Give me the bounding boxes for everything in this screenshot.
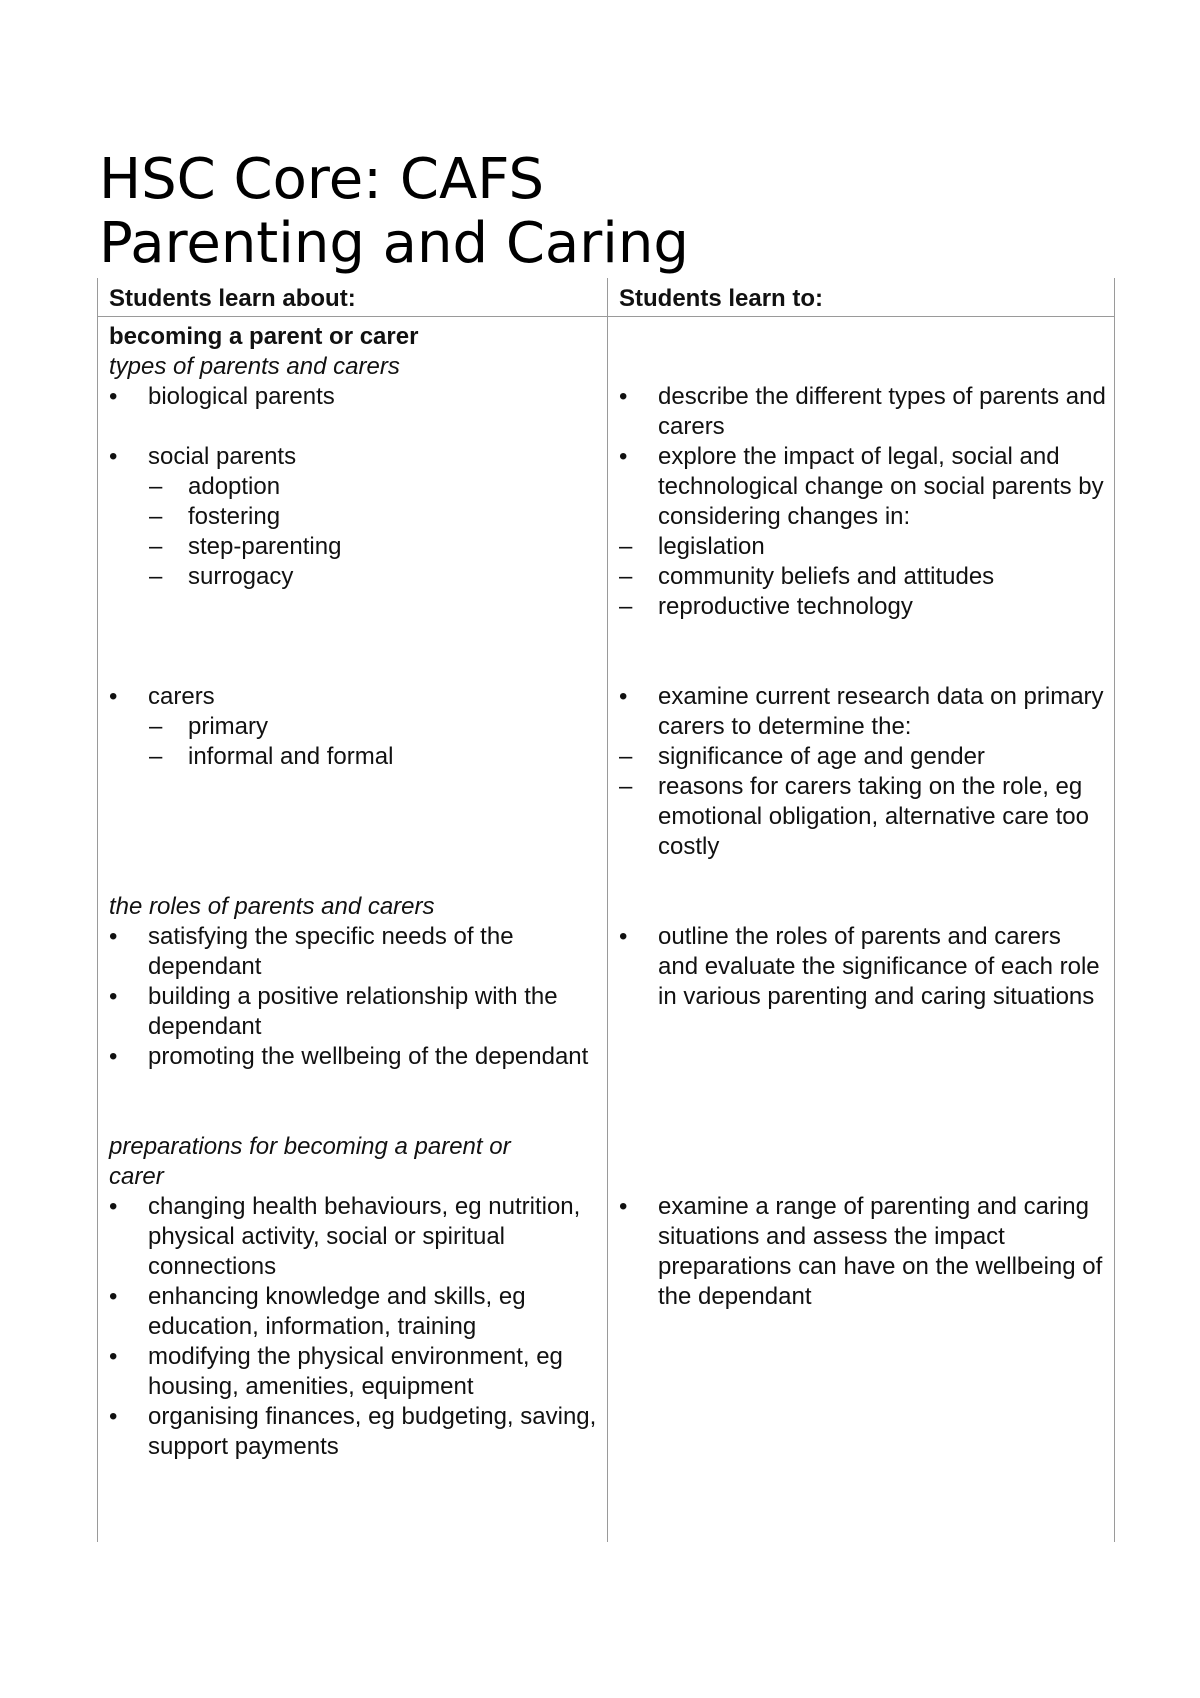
list-item: • enhancing knowledge and skills, eg education, information, training: [109, 1282, 597, 1342]
list-item: • promoting the wellbeing of the dependant: [109, 1042, 597, 1072]
list-item: – surrogacy: [109, 562, 597, 592]
list-item: – significance of age and gender: [619, 742, 1107, 772]
section-title: becoming a parent or carer: [109, 323, 419, 350]
list-item: • social parents: [109, 442, 597, 472]
list-item: • describe the different types of parents and carers: [619, 382, 1107, 442]
header-learn-to: Students learn to:: [619, 285, 824, 312]
list-item: • examine a range of parenting and caring situations and assess the impact preparations can have on the wellbeing of the dependant: [619, 1192, 1107, 1312]
types-social-list: [109, 442, 597, 592]
types-biological-list: [109, 382, 597, 412]
list-item: • changing health behaviours, eg nutrition, physical activity, social or spiritual connections: [109, 1192, 597, 1282]
list-item: – primary: [109, 712, 597, 742]
subtitle-types: types of parents and carers: [109, 353, 400, 380]
left-roles: [109, 892, 597, 1072]
left-carers: [109, 682, 597, 772]
list-item: • building a positive relationship with the dependant: [109, 982, 597, 1042]
table-column-divider: [607, 278, 608, 1542]
right-preparations: [619, 1192, 1107, 1312]
list-item: – step-parenting: [109, 532, 597, 562]
list-item: – informal and formal: [109, 742, 597, 772]
subtitle-roles: the roles of parents and carers: [109, 893, 435, 920]
table-border-left: [97, 278, 98, 1542]
list-item: – reproductive technology: [619, 592, 1107, 622]
list-item: – legislation: [619, 532, 1107, 562]
list-item: • outline the roles of parents and carers and evaluate the significance of each role in various parenting and caring situations: [619, 922, 1107, 1012]
list-item: • modifying the physical environment, eg housing, amenities, equipment: [109, 1342, 597, 1402]
table-header-divider: [97, 316, 1115, 317]
subtitle-preparations: preparations for becoming a parent or carer: [109, 1133, 511, 1190]
page-title: [99, 148, 689, 276]
title-line-2: Parenting and Caring: [99, 211, 689, 276]
title-line-1: HSC Core: CAFS: [99, 147, 545, 212]
list-item: • satisfying the specific needs of the dependant: [109, 922, 597, 982]
left-preparations: [109, 1132, 597, 1462]
left-column: [109, 322, 597, 592]
list-item: – reasons for carers taking on the role, eg emotional obligation, alternative care too costly: [619, 772, 1107, 862]
list-item: • examine current research data on primary carers to determine the:: [619, 682, 1107, 742]
header-learn-about: Students learn about:: [109, 285, 356, 312]
list-item: • carers: [109, 682, 597, 712]
list-item: – community beliefs and attitudes: [619, 562, 1107, 592]
list-item: • explore the impact of legal, social and technological change on social parents by considering changes in:: [619, 442, 1107, 532]
list-item: – adoption: [109, 472, 597, 502]
right-carers: [619, 682, 1107, 862]
list-item: – fostering: [109, 502, 597, 532]
syllabus-table: [97, 278, 1115, 1542]
table-border-right: [1114, 278, 1115, 1542]
right-types: [619, 382, 1107, 622]
right-roles: [619, 922, 1107, 1012]
list-item: • organising finances, eg budgeting, saving, support payments: [109, 1402, 597, 1462]
list-item: • biological parents: [109, 382, 597, 412]
